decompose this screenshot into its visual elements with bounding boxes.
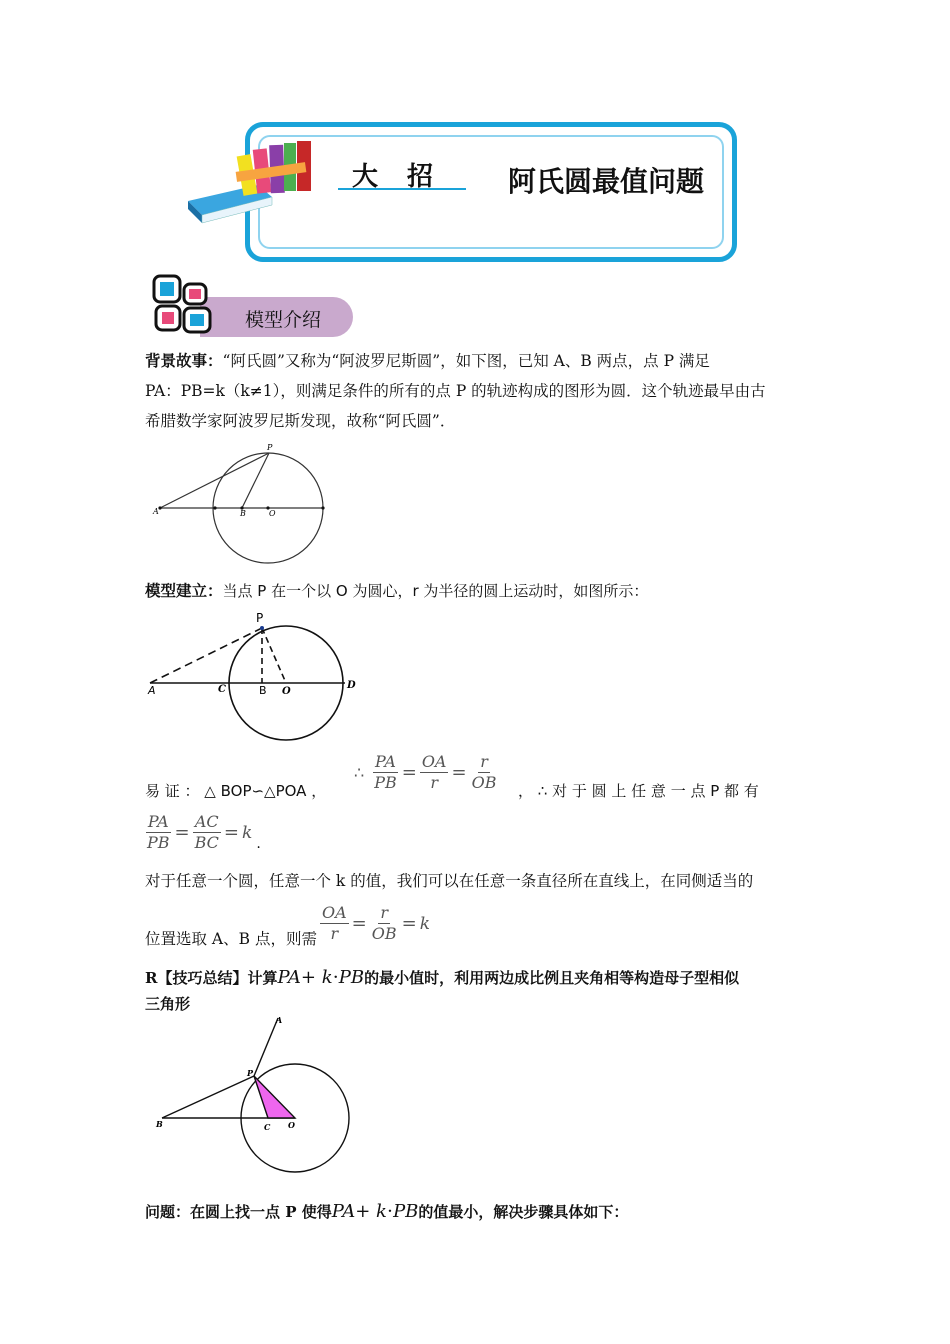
therefore-symbol: ∴	[354, 763, 365, 782]
label-P: P	[247, 1068, 254, 1078]
label-B: B	[259, 684, 267, 697]
banner-underline	[338, 188, 466, 190]
proof-ratio-equation: ∴ $\frac{PA}{PB}$ = $\frac{OA}{r}$ = $\frac{r}{OB}$	[354, 752, 497, 792]
label-O: O	[288, 1120, 295, 1130]
choose-line1: 对于任意一个圆，任意一个 k 的值，我们可以在任意一条直径所在直线上，在同侧适当的	[145, 872, 754, 890]
proof-prefix: 易 证 ： △ BOP∽△POA ，	[145, 782, 327, 800]
proof-mid-text: ， ∴ 对 于 圆 上 任 意 一 点 P 都 有	[518, 782, 759, 800]
section-tag-label: 模型介绍	[245, 309, 322, 331]
label-P: P	[256, 611, 264, 625]
tip-paragraph: R【技巧总结】计算PA+ k⋅PB的最小值时，利用两边成比例且夹角相等构造母子型相似 三角形	[145, 967, 740, 1013]
label-O: O	[269, 509, 276, 518]
label-B: B	[240, 509, 246, 518]
books-icon	[180, 135, 340, 230]
model-paragraph	[145, 576, 810, 606]
background-line1: “阿氏圆”又称为“阿波罗尼斯圆”，如下图，已知 A、B 两点，点 P 满足	[222, 352, 710, 370]
label-A: A	[276, 1015, 283, 1025]
background-paragraph	[145, 346, 810, 436]
label-P: P	[267, 443, 273, 452]
label-C: C	[218, 684, 226, 695]
choose-equation: $\frac{OA}{r}$ = $\frac{r}{OB}$ = k	[322, 903, 431, 943]
proof-k-equation: $\frac{PA}{PB}$ = $\frac{AC}{BC}$ = k .	[147, 812, 261, 852]
label-A: A	[153, 507, 159, 516]
choose-line2: 位置选取 A、B 点，则需	[145, 930, 317, 948]
page-title: 阿氏圆最值问题	[508, 165, 705, 198]
grid-icon	[152, 274, 214, 336]
banner-label: 大 招	[352, 162, 444, 192]
background-label: 背景故事：	[145, 351, 223, 370]
model-label: 模型建立：	[145, 581, 223, 600]
background-line2: PA：PB=k（k≠1），则满足条件的所有的点 P 的轨迹构成的图形为圆．这个轨迹最早由古	[145, 382, 766, 400]
problem-paragraph: 问题：在圆上找一点 P 使得PA+ k⋅PB的值最小，解决步骤具体如下：	[145, 1201, 629, 1222]
problem-expression: PA+ k⋅PB	[331, 1201, 419, 1222]
figure-mother-son-similar	[150, 1010, 360, 1180]
model-text: 当点 P 在一个以 O 为圆心，r 为半径的圆上运动时，如图所示：	[222, 582, 649, 600]
label-C: C	[264, 1122, 271, 1132]
label-B: B	[156, 1119, 163, 1129]
figure-apollonius-circle	[145, 440, 345, 565]
label-D: D	[347, 680, 356, 691]
label-O: O	[282, 686, 291, 697]
tip-expression: PA+ k⋅PB	[277, 967, 365, 988]
background-line3: 希腊数学家阿波罗尼斯发现，故称“阿氏圆”．	[145, 412, 456, 430]
figure-model-circle	[140, 608, 370, 743]
label-A: A	[148, 684, 156, 697]
